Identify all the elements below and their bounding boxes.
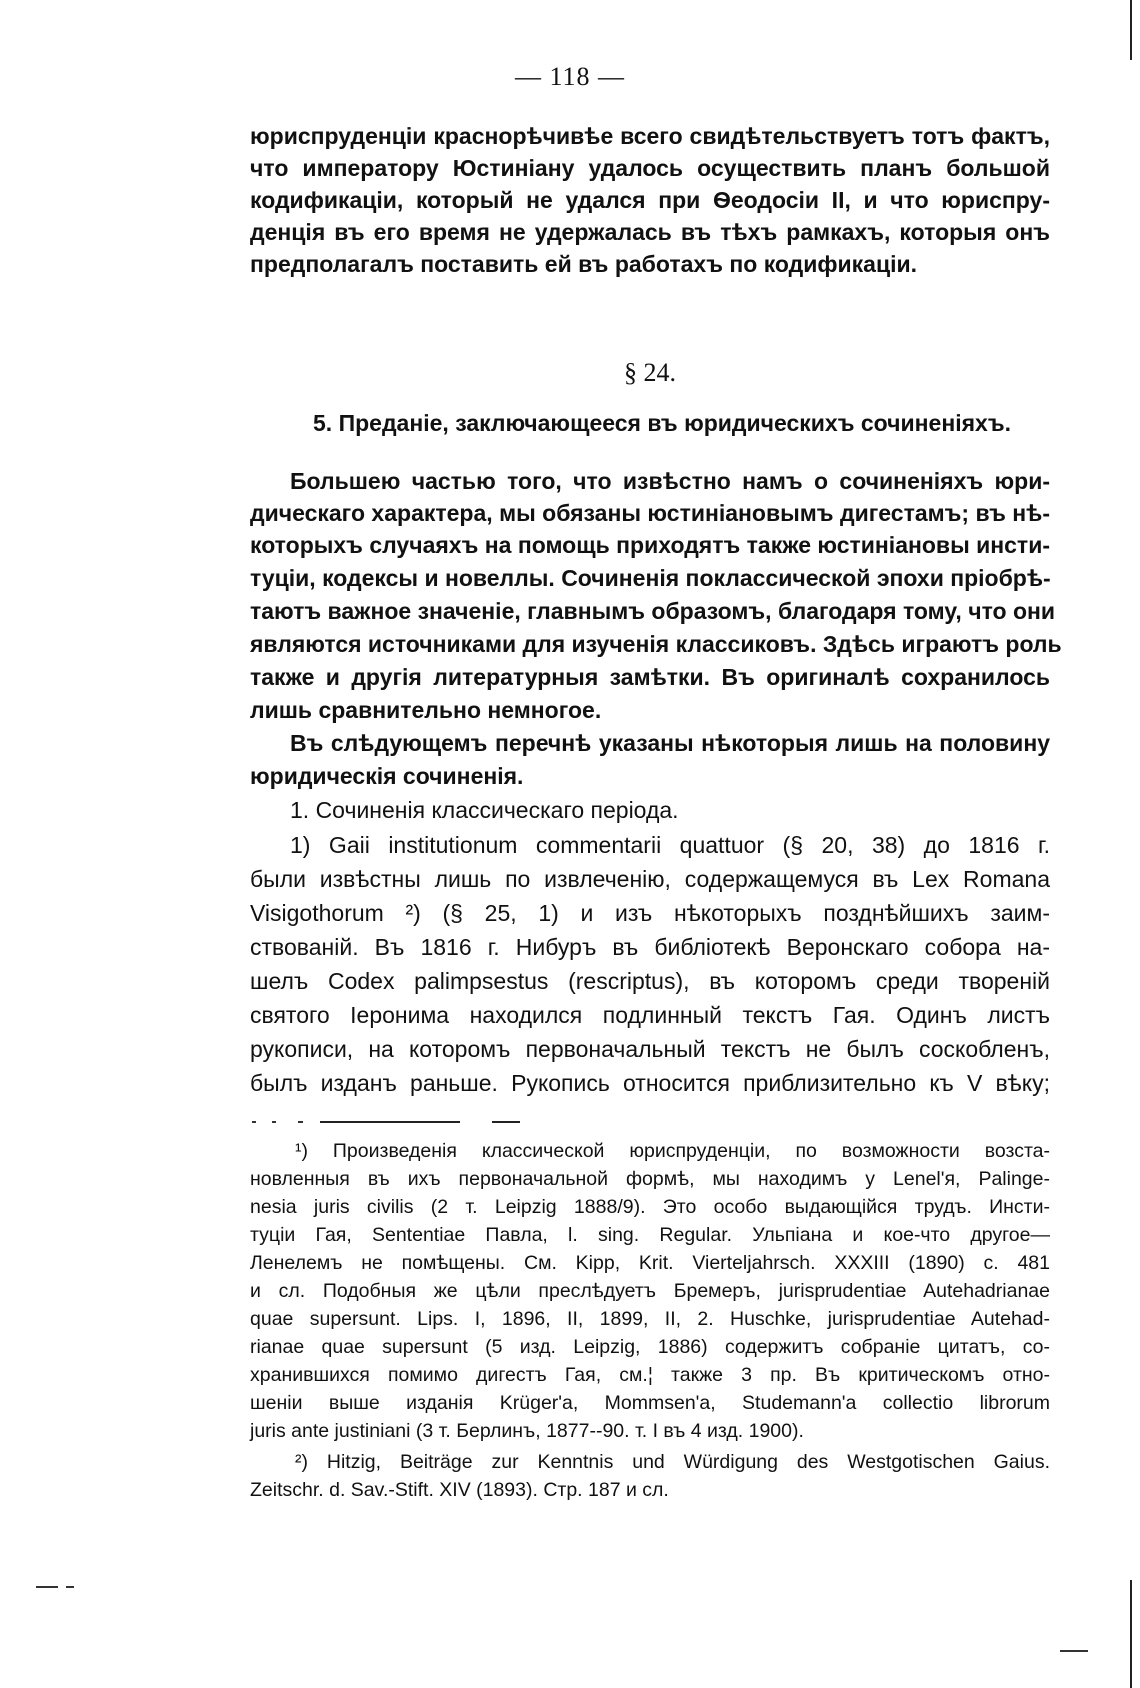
footnote-line: rianae quae supersunt (5 изд. Leipzig, 1886) содержитъ собраніе цитатъ, со- [250, 1336, 1050, 1358]
text-line: юриспруденціи краснорѣчивѣе всего свидѣтельствуетъ тотъ фактъ, [250, 123, 1050, 149]
scan-mark [1060, 1650, 1088, 1652]
text-line: таютъ важное значеніе, главнымъ образомъ, благодаря тому, что они [250, 598, 1056, 624]
text-line: туціи, кодексы и новеллы. Сочиненія поклассической эпохи пріобрѣ- [250, 565, 1051, 591]
footnote-line: juris ante justiniani (3 т. Берлинъ, 1877--90. т. I въ 4 изд. 1900). [250, 1420, 804, 1442]
text-line: 1) Gaii institutionum commentarii quattuor (§ 20, 38) до 1816 г. [290, 832, 1050, 858]
footnote-line: ¹) Произведенія классической юриспруденціи, по возможности возста- [295, 1140, 1050, 1162]
scan-edge [1130, 0, 1132, 60]
text-line: былъ изданъ раньше. Рукопись относится приблизительно къ V вѣку; [250, 1070, 1050, 1096]
text-line: юридическія сочиненія. [250, 763, 524, 789]
footnote-rule [320, 1121, 460, 1123]
footnote-line: шеніи выше изданія Krüger'a, Mommsen'a, Studemann'a collectio librorum [250, 1392, 1050, 1414]
footnote-line: nesia juris civilis (2 т. Leipzig 1888/9). Это особо выдающійся трудъ. Инсти- [250, 1196, 1050, 1218]
footnote-line: Ленелемъ не помѣщены. См. Kipp, Krit. Vierteljahrsch. XXXIII (1890) с. 481 [250, 1252, 1050, 1274]
text-line: Большею частью того, что извѣстно намъ о сочиненіяхъ юри- [290, 468, 1050, 494]
footnote-rule-end [492, 1121, 520, 1123]
text-line: рукописи, на которомъ первоначальный текстъ не былъ соскобленъ, [250, 1036, 1050, 1062]
section-number: § 24. [624, 358, 676, 387]
scan-mark [36, 1586, 58, 1588]
separator-speck [298, 1121, 303, 1123]
text-line: Visigothorum ²) (§ 25, 1) и изъ нѣкоторыхъ позднѣйшихъ заим- [250, 900, 1050, 926]
footnote-line: Zeitschr. d. Sav.-Stift. XIV (1893). Стр. 187 и сл. [250, 1479, 669, 1501]
text-line: ствованій. Въ 1816 г. Нибуръ въ библіотекѣ Веронскаго собора на- [250, 934, 1050, 960]
separator-speck [252, 1121, 256, 1123]
page-number: — 118 — [514, 62, 626, 91]
list-heading: 1. Сочиненія классическаго періода. [290, 797, 679, 823]
scan-edge [1130, 1580, 1132, 1688]
footnote-line: новленныя въ ихъ первоначальной формѣ, мы находимъ у Lenel'я, Palinge- [250, 1168, 1050, 1190]
separator-speck [272, 1121, 276, 1123]
scan-mark [66, 1586, 74, 1588]
text-line: святого Іеронима находился подлинный текстъ Гая. Одинъ листъ [250, 1002, 1050, 1028]
text-line: были извѣстны лишь по извлеченію, содержащемуся въ Lex Romana [250, 866, 1050, 892]
text-line: что императору Юстиніану удалось осуществить планъ большой [250, 155, 1050, 181]
text-line: предполагалъ поставить ей въ работахъ по кодификаціи. [250, 251, 918, 277]
footnote-line: туціи Гая, Sententiae Павла, l. sing. Regular. Ульпіана и кое-что другое— [250, 1224, 1050, 1246]
section-title: 5. Преданіе, заключающееся въ юридическихъ сочиненіяхъ. [313, 410, 1011, 436]
text-line: дическаго характера, мы обязаны юстиніановымъ дигестамъ; въ нѣ- [250, 500, 1050, 526]
text-line: лишь сравнительно немногое. [250, 697, 602, 723]
text-line: также и другія литературныя замѣтки. Въ оригиналѣ сохранилось [250, 664, 1050, 690]
footnote-line: хранившихся помимо дигестъ Гая, см.¦ также 3 пр. Въ критическомъ отно- [250, 1364, 1050, 1386]
text-line: Въ слѣдующемъ перечнѣ указаны нѣкоторыя лишь на половину [290, 730, 1050, 756]
footnote-line: quae supersunt. Lips. I, 1896, II, 1899, II, 2. Huschke, jurisprudentiae Autehad- [250, 1308, 1050, 1330]
footnote-line: и сл. Подобныя же цѣли преслѣдуетъ Бремеръ, jurisprudentiae Autehadrianae [250, 1280, 1050, 1302]
text-line: денція въ его время не удержалась въ тѣхъ рамкахъ, которыя онъ [250, 219, 1050, 245]
text-line: являются источниками для изученія классиковъ. Здѣсь играютъ роль [250, 631, 1062, 657]
text-line: шелъ Codex palimpsestus (rescriptus), въ которомъ среди твореній [250, 968, 1050, 994]
text-line: которыхъ случаяхъ на помощь приходятъ также юстиніановы инсти- [250, 532, 1050, 558]
text-line: кодификаціи, который не удался при Ѳеодосіи II, и что юриспру- [250, 187, 1050, 213]
footnote-line: ²) Hitzig, Beiträge zur Kenntnis und Würdigung des Westgotischen Gaius. [295, 1451, 1050, 1473]
